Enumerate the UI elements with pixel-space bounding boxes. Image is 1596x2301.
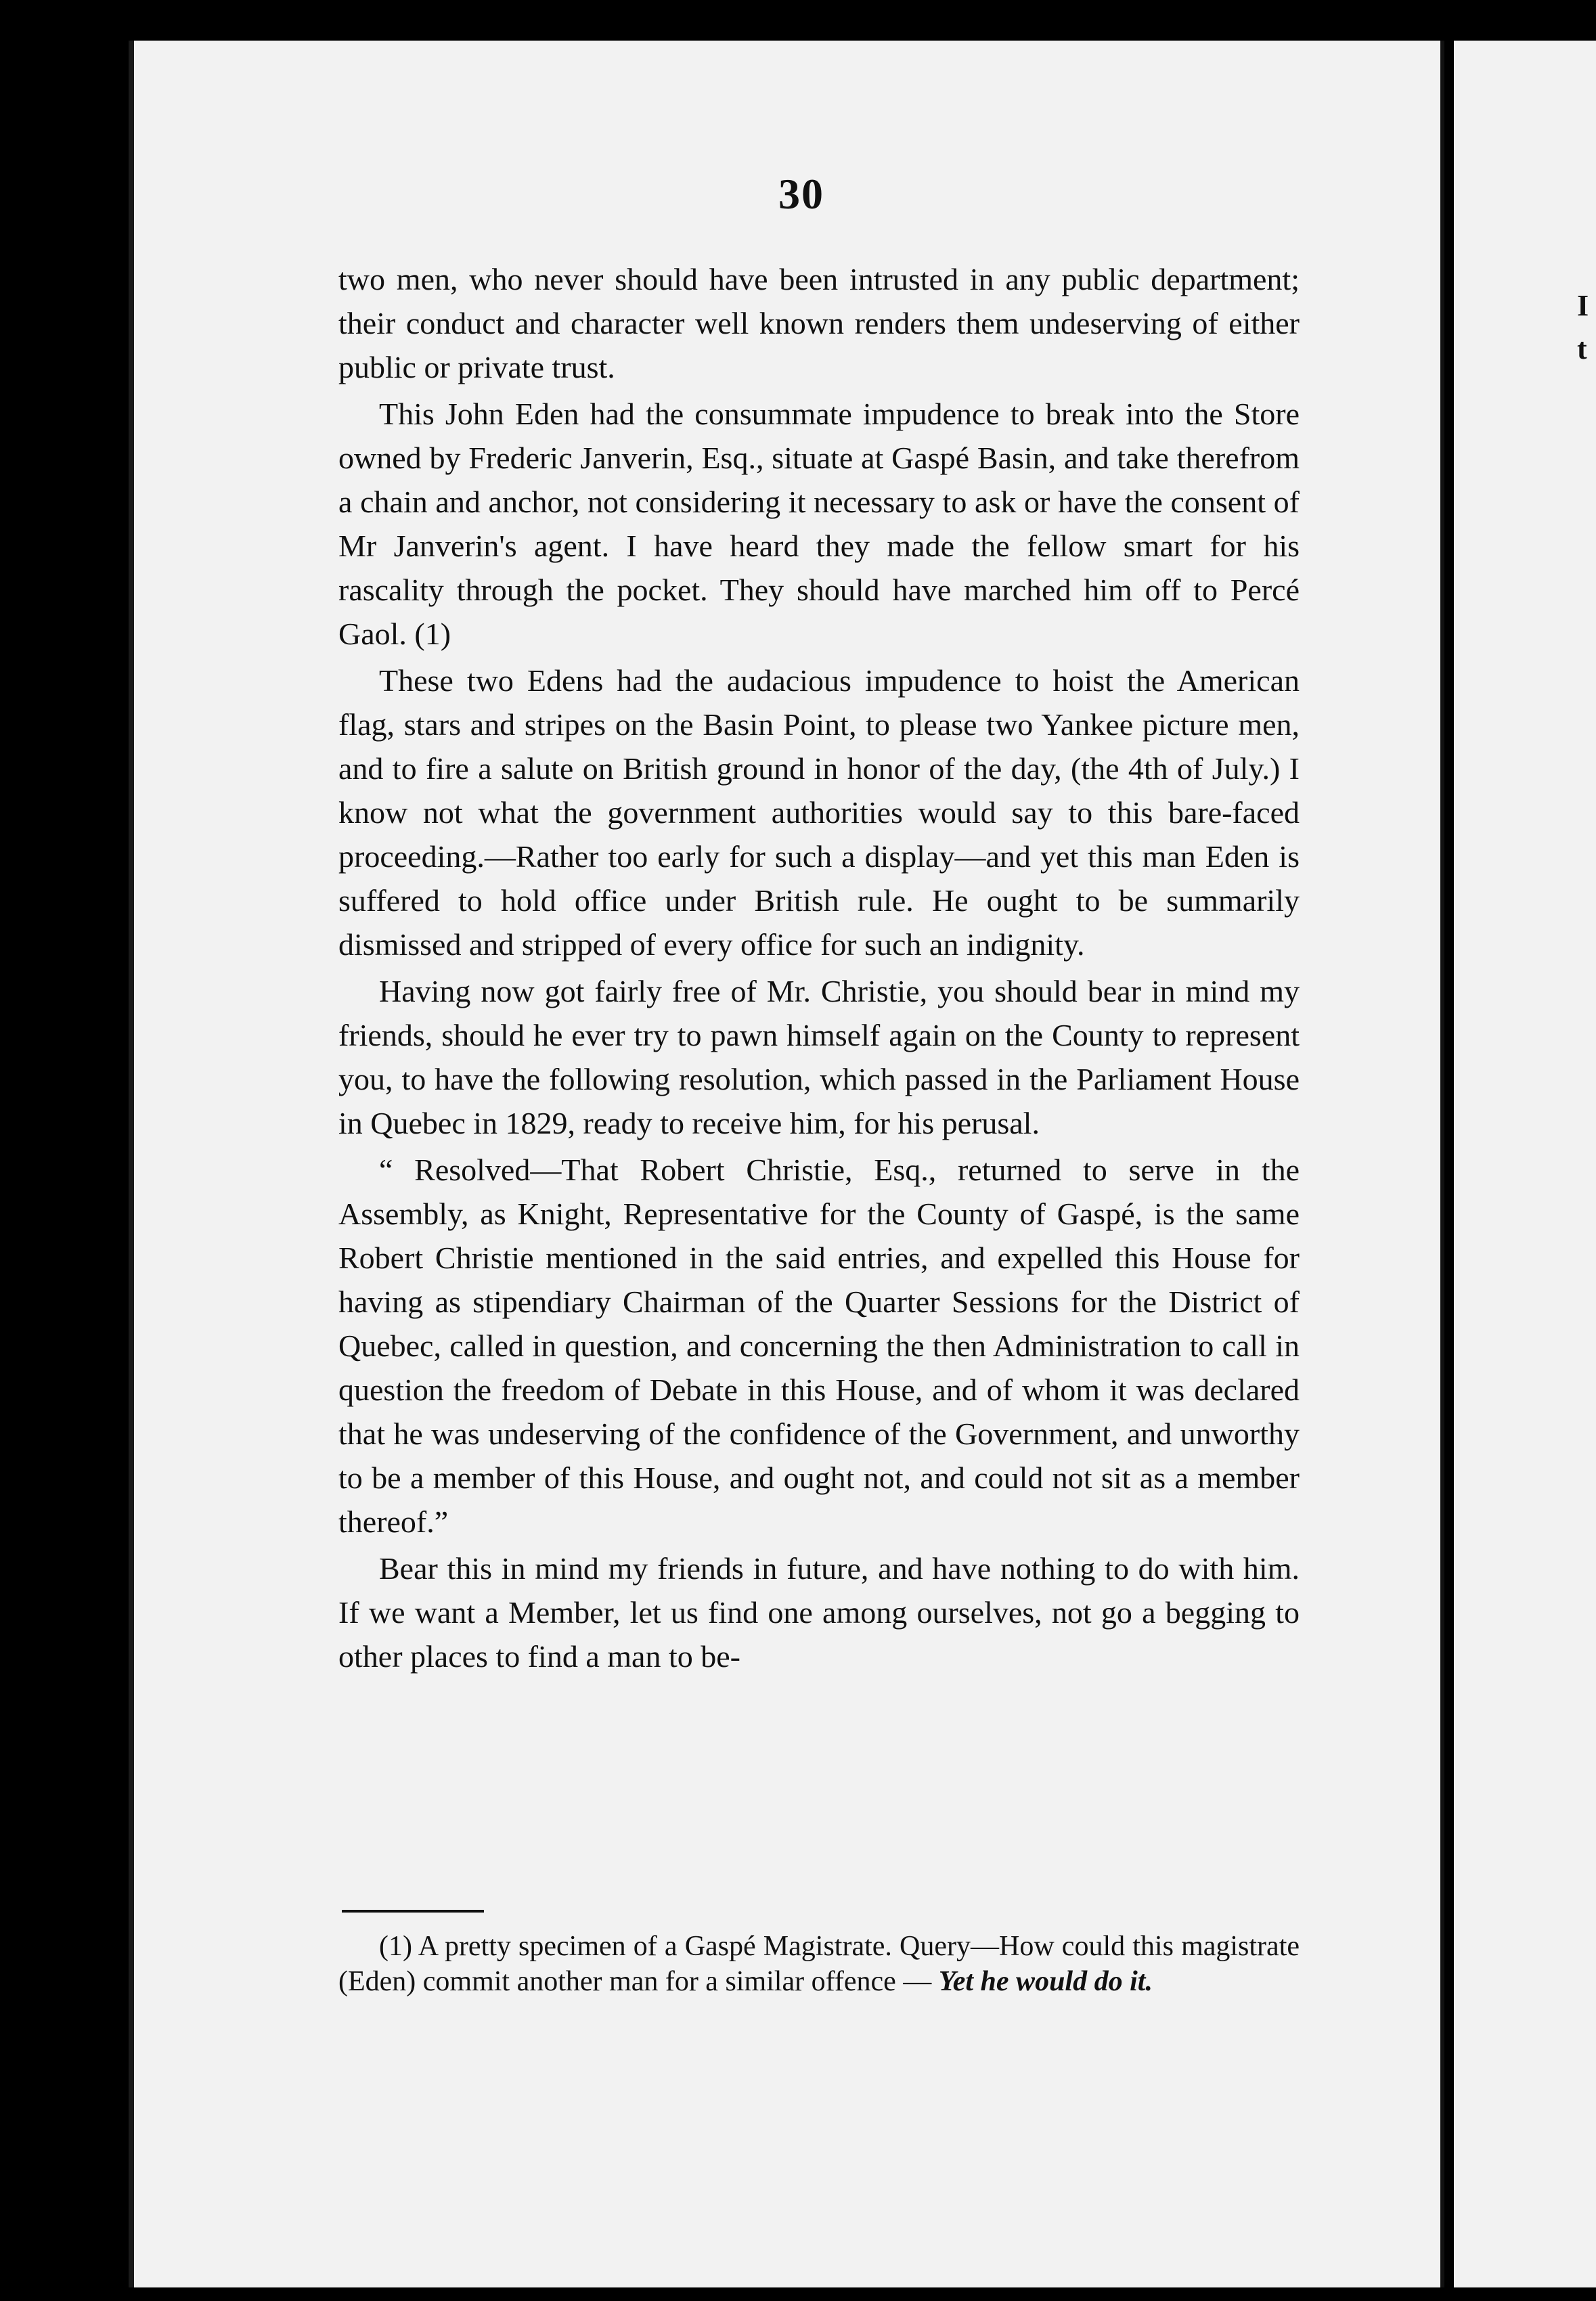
footnote-text: (1) A pretty specimen of a Gaspé Magistrate. Query—How could this magistrate (Eden) commit another man for a similar offence — xyxy=(338,1931,1300,1997)
footnote-rule xyxy=(342,1910,484,1913)
paragraph: Bear this in mind my friends in future, and have nothing to do with him. If we want a Member, let us find one among ourselves, not go a begging to other places to find a man to be- xyxy=(338,1551,1300,1674)
paragraph: Having now got fairly free of Mr. Christie, you should bear in mind my friends, should he ever try to pawn himself again on the County to represent you, to have the following resolution, which passed in the Parliament House in Quebec in 1829, ready to receive him, for his perusal. xyxy=(338,974,1300,1140)
body-text xyxy=(338,257,1300,1678)
footnote-emphasis: Yet he would do it. xyxy=(938,1966,1153,1997)
paragraph: “ Resolved—That Robert Christie, Esq., returned to serve in the Assembly, as Knight, Representative for the County of Gaspé, is the same Robert Christie mentioned in the said entries, and expelled this House for having as stipendiary Chairman of the Quarter Sessions for the District of Quebec, called in question, and concerning the then Administration to call in question the freedom of Debate in this House, and of whom it was declared that he was undeserving of the confidence of the Government, and unworthy to be a member of this House, and ought not, and could not sit as a member thereof.” xyxy=(338,1153,1300,1539)
page-number: 30 xyxy=(778,170,824,218)
facing-char: t xyxy=(1577,332,1587,365)
facing-char: I xyxy=(1577,289,1589,322)
paragraph: This John Eden had the consummate impudence to break into the Store owned by Frederic Janverin, Esq., situate at Gaspé Basin, and take therefrom a chain and anchor, not considering it necessary to ask or have the consent of Mr Janverin's agent. I have heard they made the fellow smart for his rascality through the pocket. They should have marched him off to Percé Gaol. (1) xyxy=(338,397,1300,651)
paragraph: These two Edens had the audacious impudence to hoist the American flag, stars and stripes on the Basin Point, to please two Yankee picture men, and to fire a salute on British ground in honor of the day, (the 4th of July.) I know not what the government authorities would say to this bare-faced proceeding.—Rather too early for such a display—and yet this man Eden is suffered to hold office under British rule. He ought to be summarily dismissed and stripped of every office for such an indignity. xyxy=(338,663,1300,962)
facing-page xyxy=(1454,41,1596,2287)
paragraph: two men, who never should have been intrusted in any public department; their conduct and character well known renders them undeserving of either public or private trust. xyxy=(338,262,1300,384)
footnote xyxy=(338,1929,1300,1999)
page-gutter xyxy=(1440,41,1444,2287)
facing-page-margin-text xyxy=(1577,284,1596,371)
